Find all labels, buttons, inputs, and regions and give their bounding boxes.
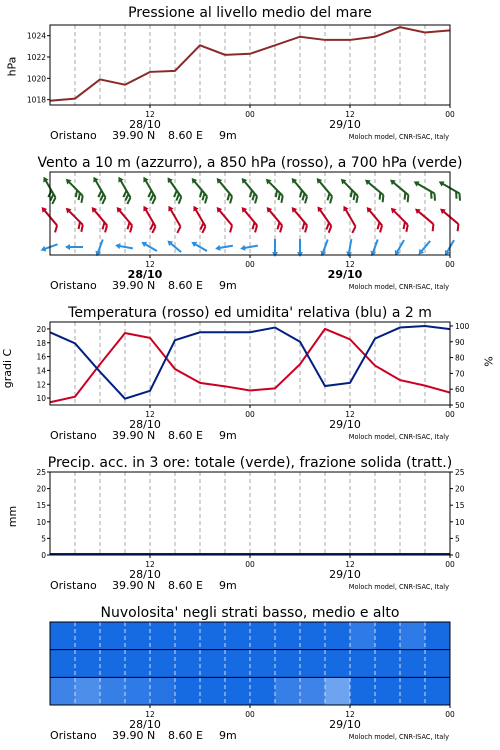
wind-barb xyxy=(115,242,134,251)
wind-barb xyxy=(237,176,262,203)
wind-chart xyxy=(0,150,500,300)
wind-barb-head xyxy=(190,239,197,247)
temp-y-tick-label: 20 xyxy=(36,324,46,334)
wind-barb xyxy=(272,239,278,257)
cloud-cell xyxy=(300,622,326,650)
wind-barb-head xyxy=(437,179,444,187)
location-lat: 39.90 N xyxy=(112,279,156,292)
date-label: 28/10 xyxy=(129,718,161,731)
cloud-cell xyxy=(325,677,351,705)
location-alt: 9m xyxy=(219,579,237,592)
temp-ylabel: gradi C xyxy=(1,348,15,389)
pressure-y-tick-label: 1020 xyxy=(26,74,46,84)
precip-y-right-tick-label: 0 xyxy=(455,551,460,560)
pressure-y-tick-label: 1024 xyxy=(26,31,46,41)
wind-barb-feather xyxy=(432,194,438,201)
model-credit: Moloch model, CNR-ISAC, Italy xyxy=(348,283,449,291)
location-name: Oristano xyxy=(50,429,97,442)
cloud-cell xyxy=(225,622,251,650)
cloud-cell xyxy=(400,650,426,678)
location-name: Oristano xyxy=(50,729,97,742)
wind-barb-head xyxy=(141,204,149,211)
x-tick-label: 00 xyxy=(245,110,255,119)
wind-barb xyxy=(113,175,135,204)
cloud-cell xyxy=(300,650,326,678)
wind-barb xyxy=(138,204,160,233)
wind-barb xyxy=(362,205,387,232)
x-tick-label: 12 xyxy=(345,110,355,119)
cloud-cell xyxy=(100,650,126,678)
x-tick-label: 00 xyxy=(445,410,455,419)
temp-y-tick-label: 10 xyxy=(36,394,46,404)
temp-y-tick-label: 14 xyxy=(36,366,46,376)
wind-barb-feather xyxy=(350,227,357,233)
wind-barb xyxy=(240,243,259,252)
precip-y-tick-label: 25 xyxy=(36,468,46,477)
wind-barb-head xyxy=(341,204,349,211)
wind-barb-head xyxy=(91,175,99,182)
rh-y-tick-label: 100 xyxy=(455,321,470,331)
precip-y-tick-label: 15 xyxy=(36,501,46,511)
wind-barb xyxy=(187,176,212,203)
cloud-cell xyxy=(100,677,126,705)
wind-barb xyxy=(88,175,110,204)
x-tick-label: 12 xyxy=(345,710,355,719)
pressure-title: Pressione al livello medio del mare xyxy=(128,5,372,21)
cloud-cell xyxy=(375,650,401,678)
wind-barb xyxy=(312,176,337,203)
date-label: 29/10 xyxy=(327,268,363,281)
location-lon: 8.60 E xyxy=(168,429,203,442)
cloud-cell xyxy=(125,622,151,650)
model-credit: Moloch model, CNR-ISAC, Italy xyxy=(348,433,449,441)
temp-y-tick-label: 18 xyxy=(36,338,46,348)
x-tick-label: 00 xyxy=(245,260,255,269)
cloud-cell xyxy=(200,677,226,705)
wind-title: Vento a 10 m (azzurro), a 850 hPa (rosso), a 700 hPa (verde) xyxy=(37,155,463,171)
wind-barb xyxy=(190,239,209,253)
location-lat: 39.90 N xyxy=(112,579,156,592)
x-tick-label: 12 xyxy=(345,260,355,269)
model-credit: Moloch model, CNR-ISAC, Italy xyxy=(348,133,449,141)
cloud-cell xyxy=(125,650,151,678)
cloud-cell xyxy=(250,622,276,650)
precip-ylabel: mm xyxy=(6,505,20,528)
cloud-cell xyxy=(50,650,76,678)
cloud-cell xyxy=(325,622,351,650)
precip-y-tick-label: 10 xyxy=(36,517,46,527)
precip-y-tick-label: 5 xyxy=(41,534,46,544)
wind-barb xyxy=(212,176,237,203)
cloud-cell xyxy=(225,677,251,705)
wind-barb-head xyxy=(345,251,352,257)
wind-barb-head xyxy=(40,246,47,253)
wind-barb-feather xyxy=(175,227,182,233)
wind-barb xyxy=(37,205,62,232)
wind-barb-head xyxy=(116,175,124,182)
wind-barb xyxy=(40,241,59,253)
wind-barb xyxy=(416,239,432,257)
cloud-cell xyxy=(200,622,226,650)
location-lat: 39.90 N xyxy=(112,429,156,442)
date-label: 28/10 xyxy=(129,568,161,581)
model-credit: Moloch model, CNR-ISAC, Italy xyxy=(348,733,449,741)
wind-barb-feather xyxy=(52,225,59,232)
rh-y-tick-label: 60 xyxy=(455,385,465,395)
x-tick-label: 00 xyxy=(245,410,255,419)
cloud-cell xyxy=(175,622,201,650)
rh-y-tick-label: 80 xyxy=(455,353,465,363)
x-tick-label: 12 xyxy=(145,260,155,269)
precip-y-right-tick-label: 20 xyxy=(455,484,465,494)
wind-barb-head xyxy=(115,242,121,249)
temp-y-tick-label: 12 xyxy=(36,380,46,390)
location-lon: 8.60 E xyxy=(168,579,203,592)
cloud-cell xyxy=(300,677,326,705)
temp-rh-title: Temperatura (rosso) ed umidita' relativa (blu) a 2 m xyxy=(68,305,432,321)
cloud-cell xyxy=(400,677,426,705)
wind-barb-head xyxy=(392,250,400,257)
x-tick-label: 00 xyxy=(445,710,455,719)
location-alt: 9m xyxy=(219,129,237,142)
cloud-cell xyxy=(150,650,176,678)
wind-barb xyxy=(338,204,360,233)
wind-barb xyxy=(87,205,112,232)
rh-ylabel: % xyxy=(482,356,496,367)
cloud-cell xyxy=(425,622,451,650)
rh-y-tick-label: 90 xyxy=(455,337,465,347)
precip-y-tick-label: 0 xyxy=(41,551,46,560)
wind-panel xyxy=(0,150,500,300)
x-tick-label: 00 xyxy=(445,110,455,119)
plot-frame xyxy=(50,25,450,105)
cloud-cell xyxy=(150,622,176,650)
wind-barb-head xyxy=(141,175,149,182)
wind-barb-feather xyxy=(430,224,437,231)
date-label: 28/10 xyxy=(129,118,161,131)
wind-barb-head xyxy=(412,179,419,187)
rh-y-tick-label: 50 xyxy=(455,401,465,410)
pressure-y-tick-label: 1018 xyxy=(26,95,46,105)
x-tick-label: 00 xyxy=(445,260,455,269)
model-credit: Moloch model, CNR-ISAC, Italy xyxy=(348,583,449,591)
location-lon: 8.60 E xyxy=(168,129,203,142)
location-name: Oristano xyxy=(50,129,97,142)
cloud-cell xyxy=(250,650,276,678)
wind-barb xyxy=(188,204,210,233)
temp-y-tick-label: 16 xyxy=(36,352,46,362)
location-lat: 39.90 N xyxy=(112,729,156,742)
wind-barb xyxy=(297,239,303,257)
clouds-chart xyxy=(0,600,500,750)
location-alt: 9m xyxy=(219,429,237,442)
x-tick-label: 12 xyxy=(145,410,155,419)
cloud-cell xyxy=(375,677,401,705)
wind-barb xyxy=(313,205,336,233)
precip-y-tick-label: 20 xyxy=(36,484,46,494)
date-label: 28/10 xyxy=(129,418,161,431)
x-tick-label: 12 xyxy=(145,560,155,569)
cloud-cell xyxy=(100,622,126,650)
date-label: 29/10 xyxy=(329,118,361,131)
pressure-ylabel: hPa xyxy=(5,56,19,77)
cloud-cell xyxy=(75,622,101,650)
cloud-cell xyxy=(325,650,351,678)
date-label: 29/10 xyxy=(329,718,361,731)
precip-panel xyxy=(0,450,500,600)
location-name: Oristano xyxy=(50,579,97,592)
wind-barb xyxy=(237,205,262,232)
pressure-y-tick-label: 1022 xyxy=(26,53,46,62)
location-alt: 9m xyxy=(219,729,237,742)
cloud-cell xyxy=(275,650,301,678)
wind-barb xyxy=(65,244,83,250)
temp-rh-panel xyxy=(0,300,500,450)
x-tick-label: 00 xyxy=(245,560,255,569)
wind-barb xyxy=(212,205,237,232)
wind-barb-head xyxy=(191,204,199,211)
clouds-panel xyxy=(0,600,500,750)
cloud-cell xyxy=(175,677,201,705)
cloud-cell xyxy=(50,622,76,650)
wind-barb xyxy=(163,204,185,233)
precip-y-right-tick-label: 15 xyxy=(455,501,465,511)
wind-barb-head xyxy=(65,244,70,250)
wind-barb xyxy=(215,243,234,252)
cloud-cell xyxy=(425,650,451,678)
location-alt: 9m xyxy=(219,279,237,292)
wind-barb-head xyxy=(166,204,174,211)
precip-y-right-tick-label: 5 xyxy=(455,534,460,544)
x-tick-label: 00 xyxy=(445,560,455,569)
wind-barb-head xyxy=(240,245,246,252)
cloud-cell xyxy=(275,622,301,650)
location-lon: 8.60 E xyxy=(168,729,203,742)
cloud-cell xyxy=(400,622,426,650)
rh-y-tick-label: 70 xyxy=(455,369,465,379)
x-tick-label: 12 xyxy=(345,410,355,419)
cloud-cell xyxy=(350,622,376,650)
cloud-cell xyxy=(75,650,101,678)
x-tick-label: 00 xyxy=(245,710,255,719)
wind-barb-head xyxy=(215,245,221,252)
precip-y-right-tick-label: 25 xyxy=(455,468,465,477)
precip-chart xyxy=(0,450,500,600)
wind-barb-head xyxy=(442,250,450,257)
cloud-cell xyxy=(50,677,76,705)
cloud-cell xyxy=(350,650,376,678)
wind-barb-feather xyxy=(227,225,234,232)
location-name: Oristano xyxy=(50,279,97,292)
cloud-cell xyxy=(250,677,276,705)
precip-title: Precip. acc. in 3 ore: totale (verde), frazione solida (tratt.) xyxy=(47,455,453,471)
wind-barb xyxy=(140,239,159,253)
wind-barb xyxy=(38,175,60,204)
wind-barb xyxy=(165,238,183,254)
location-lon: 8.60 E xyxy=(168,279,203,292)
precip-y-right-tick-label: 10 xyxy=(455,517,465,527)
temp-rh-chart xyxy=(0,300,500,450)
wind-barb-feather xyxy=(455,224,462,231)
pressure-chart xyxy=(0,0,500,145)
wind-barb xyxy=(287,176,312,203)
wind-barb xyxy=(392,239,406,258)
date-label: 28/10 xyxy=(127,268,163,281)
cloud-cell xyxy=(350,677,376,705)
clouds-title: Nuvolosita' negli strati basso, medio e alto xyxy=(100,605,400,621)
date-label: 29/10 xyxy=(329,568,361,581)
x-tick-label: 12 xyxy=(145,710,155,719)
cloud-cell xyxy=(425,677,451,705)
wind-barb xyxy=(138,175,160,204)
cloud-cell xyxy=(175,650,201,678)
cloud-cell xyxy=(150,677,176,705)
cloud-cell xyxy=(125,677,151,705)
wind-barb-feather xyxy=(457,194,463,201)
wind-barb xyxy=(163,176,186,204)
cloud-cell xyxy=(225,650,251,678)
cloud-cell xyxy=(75,677,101,705)
x-tick-label: 12 xyxy=(145,110,155,119)
x-tick-label: 12 xyxy=(345,560,355,569)
wind-barb xyxy=(262,205,287,232)
cloud-cell xyxy=(200,650,226,678)
wind-barb-head xyxy=(41,175,49,182)
cloud-cell xyxy=(375,622,401,650)
cloud-cell xyxy=(275,677,301,705)
location-lat: 39.90 N xyxy=(112,129,156,142)
wind-barb xyxy=(112,205,137,232)
wind-barb xyxy=(287,205,312,232)
wind-barb-head xyxy=(140,239,147,247)
date-label: 29/10 xyxy=(329,418,361,431)
pressure-panel xyxy=(0,0,500,145)
